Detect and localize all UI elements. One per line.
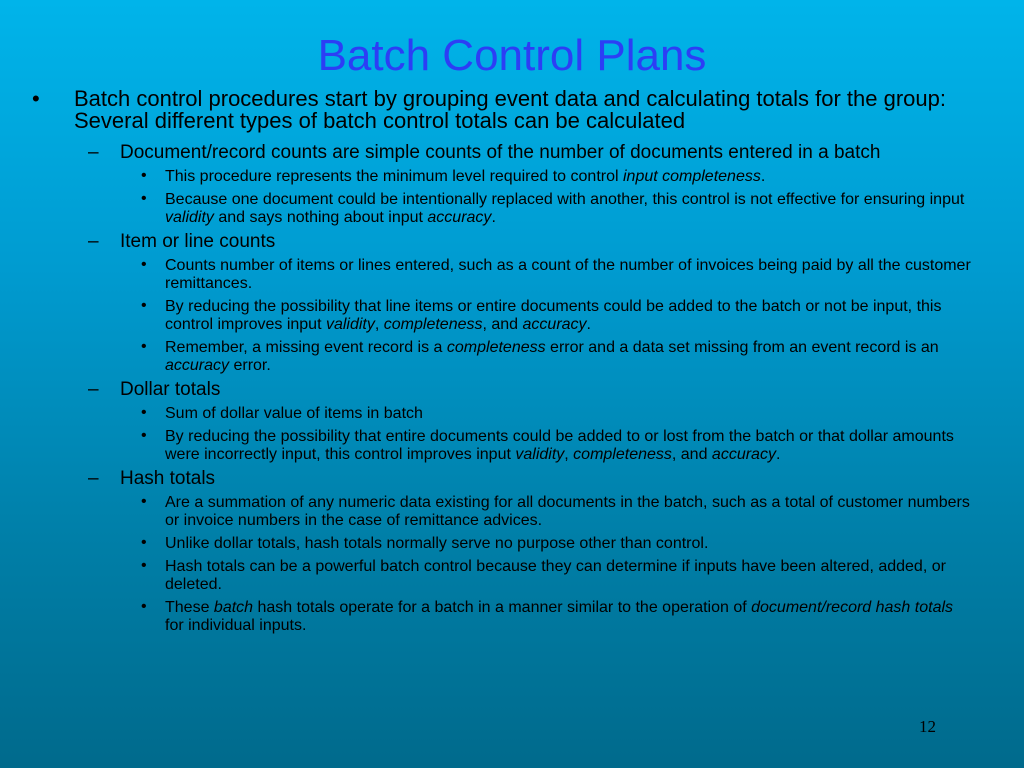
emphasis-term: accuracy <box>427 209 492 226</box>
slide-body <box>0 88 1000 635</box>
sub-bullet <box>141 167 975 186</box>
main-bullet-text: Batch control procedures start by grouping event data and calculating totals for the group: Several different types of batch control totals can be calculated <box>74 86 946 133</box>
section-heading-text: Dollar totals <box>120 379 221 400</box>
dash-marker: – <box>88 231 99 252</box>
section-heading-text: Hash totals <box>120 468 216 489</box>
emphasis-term: validity <box>325 316 375 333</box>
sub-bullet <box>141 256 975 293</box>
sub-bullet <box>141 338 975 375</box>
text-run: . <box>760 168 766 185</box>
text-run: error and a data set missing from an event record is an <box>545 339 939 356</box>
text-run: , <box>374 316 384 333</box>
section-heading-text: Document/record counts are simple counts of the number of documents entered in a batch <box>120 142 881 163</box>
text-run: Sum of dollar value of items in batch <box>165 405 423 422</box>
text-run: , <box>564 446 574 463</box>
text-run: . <box>491 209 496 226</box>
emphasis-term: accuracy <box>522 316 587 333</box>
section-heading <box>88 231 980 252</box>
text-run: Are a summation of any numeric data existing for all documents in the batch, such as a total of customer numbers or invoice numbers in the case of remittance advices. <box>165 494 970 529</box>
bullet-marker: • <box>141 338 147 355</box>
section-heading-text: Item or line counts <box>120 231 276 252</box>
text-run: and says nothing about input <box>213 209 428 226</box>
text-run: Because one document could be intentionally replaced with another, this control is not effective for ensuring input <box>165 191 965 208</box>
dash-marker: – <box>88 468 99 489</box>
text-run: , and <box>482 316 523 333</box>
sub-bullet <box>141 190 975 227</box>
sub-bullet <box>141 598 975 635</box>
text-run: error. <box>229 357 271 374</box>
section-heading <box>88 379 980 400</box>
sub-bullet <box>141 427 975 464</box>
bullet-marker: • <box>141 493 147 510</box>
text-run: By reducing the possibility that line items or entire documents could be added to the batch or not be input, this control improves input <box>165 298 942 333</box>
bullet-marker: • <box>141 598 147 615</box>
bullet-marker: • <box>32 86 40 111</box>
bullet-marker: • <box>141 167 147 184</box>
emphasis-term: validity <box>165 209 214 226</box>
text-run: for individual inputs. <box>165 617 307 634</box>
sub-bullet <box>141 404 975 423</box>
page-number: 12 <box>919 717 936 736</box>
text-run: hash totals operate for a batch in a manner similar to the operation of <box>253 599 752 616</box>
bullet-marker: • <box>141 190 147 207</box>
sub-bullet <box>141 297 975 334</box>
text-run: . <box>775 446 781 463</box>
emphasis-term: document/record hash totals <box>751 599 954 616</box>
text-run: By reducing the possibility that entire documents could be added to or lost from the batch or that dollar amounts were incorrectly input, this control improves input <box>165 428 954 463</box>
emphasis-term: accuracy <box>165 357 230 374</box>
text-run: , and <box>671 446 712 463</box>
emphasis-term: completeness <box>383 316 483 333</box>
text-run: Unlike dollar totals, hash totals normally serve no purpose other than control. <box>165 535 709 552</box>
dash-marker: – <box>88 142 99 163</box>
sub-bullet <box>141 534 975 553</box>
dash-marker: – <box>88 379 99 400</box>
emphasis-term: accuracy <box>711 446 776 463</box>
text-run: This procedure represents the minimum level required to control <box>165 168 623 185</box>
sub-bullet <box>141 557 975 594</box>
sub-bullet <box>141 493 975 530</box>
section-heading <box>88 468 980 489</box>
emphasis-term: input completeness <box>622 168 761 185</box>
emphasis-term: completeness <box>573 446 672 463</box>
bullet-marker: • <box>141 557 147 574</box>
emphasis-term: validity <box>515 446 565 463</box>
text-run: Counts number of items or lines entered, such as a count of the number of invoices being paid by all the customer remittances. <box>165 257 971 292</box>
bullet-marker: • <box>141 534 147 551</box>
section-heading <box>88 142 980 163</box>
bullet-marker: • <box>141 256 147 273</box>
sections-list <box>0 142 1000 635</box>
bullet-marker: • <box>141 427 147 444</box>
slide-title: Batch Control Plans <box>317 31 707 80</box>
text-run: These <box>165 599 214 616</box>
text-run: . <box>586 316 591 333</box>
text-run: Remember, a missing event record is a <box>165 339 447 356</box>
bullet-marker: • <box>141 297 147 314</box>
emphasis-term: completeness <box>446 339 546 356</box>
bullet-marker: • <box>141 404 147 421</box>
text-run: Hash totals can be a powerful batch control because they can determine if inputs have been altered, added, or deleted. <box>165 558 946 593</box>
main-bullet <box>32 86 974 133</box>
emphasis-term: batch <box>213 599 254 616</box>
